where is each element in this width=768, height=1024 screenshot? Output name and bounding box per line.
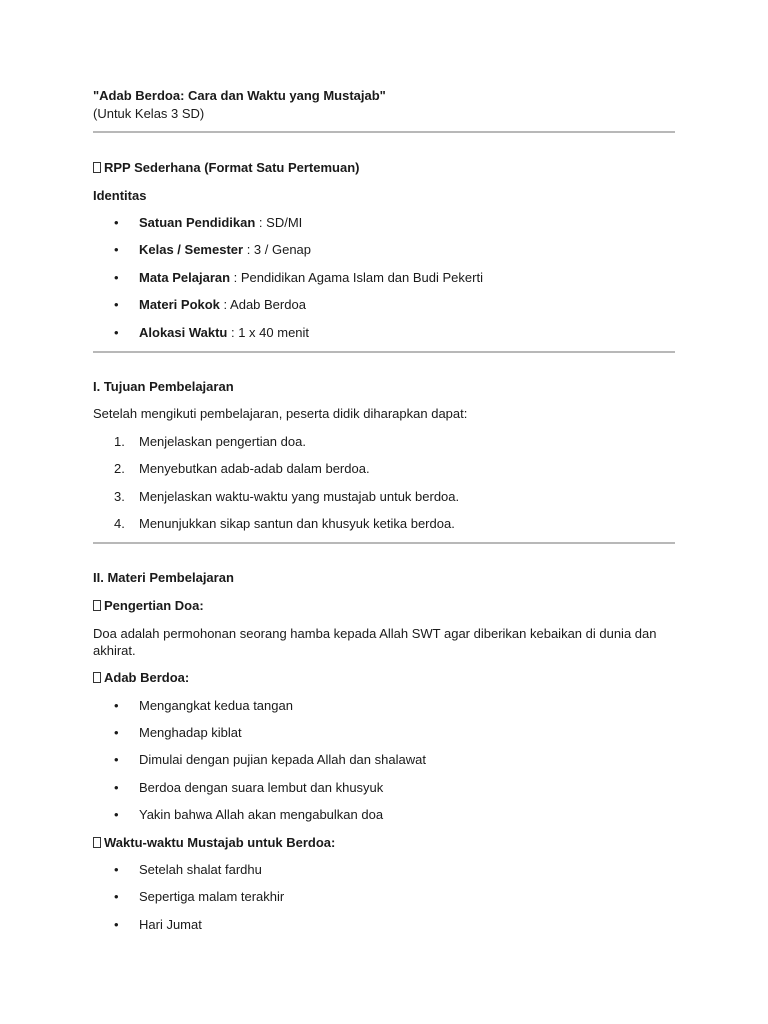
item-value: : 3 / Genap xyxy=(243,242,312,257)
missing-glyph-icon xyxy=(93,837,101,848)
item-label: Materi Pokok xyxy=(139,297,220,312)
item-value: : SD/MI xyxy=(255,215,303,230)
list-item xyxy=(139,216,302,229)
item-label: Alokasi Waktu xyxy=(139,325,228,340)
divider xyxy=(93,542,675,544)
list-item xyxy=(139,298,306,311)
list-item: Berdoa dengan suara lembut dan khusyuk xyxy=(139,780,384,795)
item-value: : Adab Berdoa xyxy=(219,297,306,312)
bullet-icon: • xyxy=(114,242,119,257)
item-label: Satuan Pendidikan xyxy=(139,215,256,230)
list-item: Sepertiga malam terakhir xyxy=(139,889,285,904)
item-number: 2. xyxy=(114,461,125,476)
list-item: Menunjukkan sikap santun dan khusyuk ketika berdoa. xyxy=(139,516,455,531)
bullet-icon: • xyxy=(114,807,119,822)
pengertian-heading-text: Pengertian Doa: xyxy=(104,598,204,613)
list-item: Setelah shalat fardhu xyxy=(139,862,262,877)
pengertian-text: Doa adalah permohonan seorang hamba kepada Allah SWT agar diberikan kebaikan di dunia dan akhirat. xyxy=(93,626,657,658)
list-item: Hari Jumat xyxy=(139,917,202,932)
list-item: Menjelaskan waktu-waktu yang mustajab untuk berdoa. xyxy=(139,489,460,504)
list-item xyxy=(139,271,483,284)
tujuan-intro: Setelah mengikuti pembelajaran, peserta didik diharapkan dapat: xyxy=(93,406,468,421)
adab-heading-text: Adab Berdoa: xyxy=(104,670,190,685)
rpp-heading-text: RPP Sederhana (Format Satu Pertemuan) xyxy=(104,160,360,175)
waktu-heading-text: Waktu-waktu Mustajab untuk Berdoa: xyxy=(104,835,336,850)
document-title: "Adab Berdoa: Cara dan Waktu yang Mustajab" xyxy=(93,88,386,103)
item-number: 3. xyxy=(114,489,125,504)
list-item: Dimulai dengan pujian kepada Allah dan shalawat xyxy=(139,752,426,767)
bullet-icon: • xyxy=(114,270,119,285)
bullet-icon: • xyxy=(114,698,119,713)
pengertian-heading xyxy=(93,599,204,612)
item-label: Mata Pelajaran xyxy=(139,270,231,285)
tujuan-heading: I. Tujuan Pembelajaran xyxy=(93,379,234,394)
materi-heading: II. Materi Pembelajaran xyxy=(93,570,234,585)
adab-heading xyxy=(93,671,189,684)
identitas-heading: Identitas xyxy=(93,188,147,203)
list-item: Menjelaskan pengertian doa. xyxy=(139,434,306,449)
bullet-icon: • xyxy=(114,297,119,312)
item-value: : Pendidikan Agama Islam dan Budi Pekerti xyxy=(230,270,483,285)
list-item: Mengangkat kedua tangan xyxy=(139,698,293,713)
rpp-heading xyxy=(93,161,360,174)
item-number: 1. xyxy=(114,434,125,449)
missing-glyph-icon xyxy=(93,600,101,611)
item-number: 4. xyxy=(114,516,125,531)
missing-glyph-icon xyxy=(93,672,101,683)
item-value: : 1 x 40 menit xyxy=(227,325,310,340)
bullet-icon: • xyxy=(114,325,119,340)
bullet-icon: • xyxy=(114,917,119,932)
bullet-icon: • xyxy=(114,215,119,230)
missing-glyph-icon xyxy=(93,162,101,173)
document-subtitle: (Untuk Kelas 3 SD) xyxy=(93,106,205,121)
list-item xyxy=(139,243,311,256)
waktu-heading xyxy=(93,836,335,849)
bullet-icon: • xyxy=(114,889,119,904)
list-item: Menghadap kiblat xyxy=(139,725,242,740)
divider xyxy=(93,131,675,133)
bullet-icon: • xyxy=(114,725,119,740)
list-item: Yakin bahwa Allah akan mengabulkan doa xyxy=(139,807,384,822)
bullet-icon: • xyxy=(114,862,119,877)
list-item: Menyebutkan adab-adab dalam berdoa. xyxy=(139,461,370,476)
bullet-icon: • xyxy=(114,780,119,795)
bullet-icon: • xyxy=(114,752,119,767)
divider xyxy=(93,351,675,353)
list-item xyxy=(139,326,309,339)
item-label: Kelas / Semester xyxy=(139,242,244,257)
